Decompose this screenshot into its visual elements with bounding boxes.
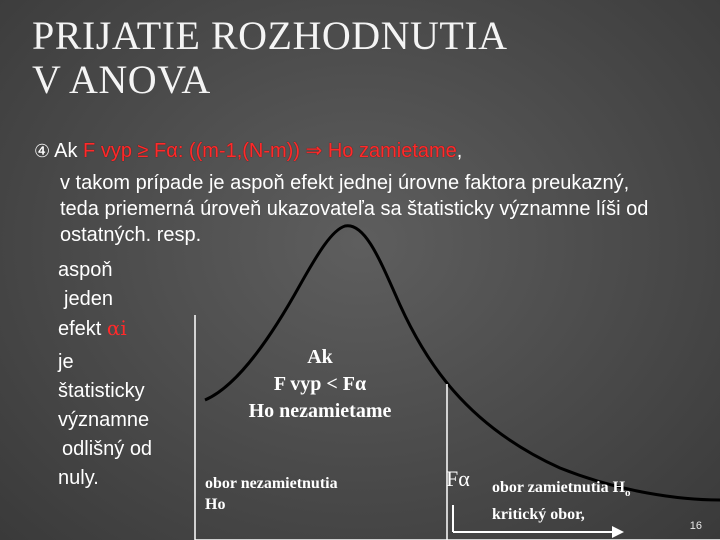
title-line-2: V ANOVA: [32, 57, 211, 102]
critical-value-label: Fα: [446, 466, 470, 491]
rejection-region-line-2: kritický obor,: [492, 506, 585, 524]
accept-line-3: Ho nezamietame: [248, 400, 392, 422]
column-line: aspoň: [58, 259, 113, 281]
column-line: jeden: [64, 288, 113, 310]
bullet-icon: ④: [34, 141, 51, 161]
rejection-region-text: obor zamietnutia H: [492, 479, 626, 496]
column-line: je: [58, 351, 74, 373]
page-number: 16: [689, 520, 702, 532]
acceptance-region-label: [205, 473, 338, 515]
column-line: odlišný od: [62, 438, 153, 460]
acceptance-region-line-1: obor nezamietnutia: [205, 475, 338, 492]
accept-line-1: Ak: [307, 346, 333, 368]
bullet-suffix: ,: [456, 140, 463, 162]
acceptance-region-line-2: Ho: [205, 496, 226, 513]
column-line: významne: [58, 409, 150, 431]
accept-condition-label: [230, 344, 410, 425]
rejection-region-sub: o: [625, 487, 631, 500]
explanation-paragraph: v takom prípade je aspoň efekt jednej úrovne faktora preukazný, teda priemerná úroveň ukazovateľa sa štatisticky významne líši od ostatných. resp.: [60, 172, 649, 246]
column-line: nuly.: [58, 467, 99, 489]
rejection-arrow-head-icon: [612, 526, 624, 538]
condition-text: F vyp ≥ Fα: ((m-1,(N-m)) ⇒ Ho zamietame: [83, 140, 457, 162]
effect-symbol: αi: [106, 316, 127, 340]
bullet-prefix: Ak: [54, 140, 84, 162]
effect-prefix: efekt: [58, 318, 107, 340]
column-line: štatisticky: [58, 380, 145, 402]
rejection-region-line-1: [492, 477, 631, 504]
accept-line-2: F vyp < Fα: [273, 373, 367, 395]
title-line-1: PRIJATIE ROZHODNUTIA: [32, 13, 508, 58]
rejection-region-label: [492, 477, 631, 525]
